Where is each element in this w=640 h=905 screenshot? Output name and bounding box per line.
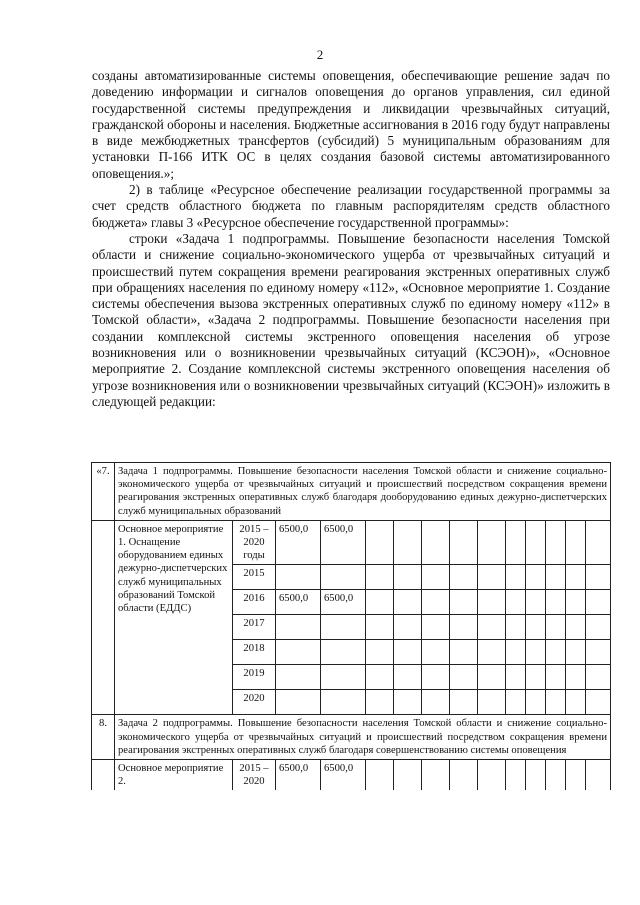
activity-2-row (92, 760, 611, 791)
regional-cell (321, 565, 366, 590)
year-cell: 2015 – 2020 годы (233, 520, 276, 565)
page-number: 2 (316, 47, 324, 62)
total-cell (276, 565, 321, 590)
total-cell (276, 665, 321, 690)
year-cell: 2020 (233, 690, 276, 715)
total-cell: 6500,0 (276, 760, 321, 791)
year-cell: 2017 (233, 615, 276, 640)
regional-cell (321, 615, 366, 640)
total-cell: 6500,0 (276, 590, 321, 615)
regional-cell: 6500,0 (321, 760, 366, 791)
regional-cell: 6500,0 (321, 520, 366, 565)
total-cell (276, 640, 321, 665)
task-1-row (92, 463, 611, 521)
regional-cell (321, 665, 366, 690)
total-cell (276, 615, 321, 640)
activity-1-row (92, 520, 611, 565)
total-cell: 6500,0 (276, 520, 321, 565)
total-cell (276, 690, 321, 715)
activity-2-number (92, 760, 115, 791)
paragraph-1: созданы автоматизированные системы оповещения, обеспечивающие решение задач по доведению информации и сигналов оповещения до органов управления, сил единой государственной системы предупреждения и ликвидации чрезвычайных ситуаций, гражданской обороны и населения. Бюджетные ассигнования в 2016 году будут направлены в виде межбюджетных трансфертов (субсидий) 5 муниципальным образованиям для установки П-166 ИТК ОС в целях создания базовой системы автоматизированного оповещения.»; (92, 68, 610, 181)
task-2-text: Задача 2 подпрограммы. Повышение безопасности населения Томской области и снижение социально-экономического ущерба от чрезвычайных ситуаций и происшествий посредством сокращения времени реагирования экстренных оперативных служб благодаря совершенствованию системы оповещения (115, 715, 611, 760)
year-cell: 2018 (233, 640, 276, 665)
year-cell: 2015 – 2020 (233, 760, 276, 791)
regional-cell: 6500,0 (321, 590, 366, 615)
regional-cell (321, 690, 366, 715)
activity-1-number (92, 520, 115, 715)
activity-1-name: Основное мероприятие 1. Оснащение оборудованием единых дежурно-диспетчерских служб муниципальных образований Томской области (ЕДДС) (115, 520, 233, 715)
task-2-row (92, 715, 611, 760)
activity-2-name: Основное мероприятие 2. (115, 760, 233, 791)
task-2-number: 8. (92, 715, 115, 760)
task-1-number: «7. (92, 463, 115, 521)
regional-cell (321, 640, 366, 665)
year-cell: 2019 (233, 665, 276, 690)
document-body (92, 68, 610, 410)
year-cell: 2016 (233, 590, 276, 615)
task-1-text: Задача 1 подпрограммы. Повышение безопасности населения Томской области и снижение социально-экономического ущерба от чрезвычайных ситуаций и происшествий посредством сокращения времени реагирования экстренных оперативных служб благодаря дооборудованию единых дежурно-диспетчерских служб муниципальных образований (115, 463, 611, 521)
year-cell: 2015 (233, 565, 276, 590)
paragraph-3: строки «Задача 1 подпрограммы. Повышение безопасности населения Томской области и снижение социально-экономического ущерба от чрезвычайных ситуаций и происшествий путем сокращения времени реагирования экстренных оперативных служб при обращениях населения по единому номеру «112», «Основное мероприятие 1. Создание системы обеспечения вызова экстренных оперативных служб по единому номеру «112» в Томской области», «Задача 2 подпрограммы. Повышение безопасности населения при создании комплексной системы экстренного оповещения населения об угрозе возникновения или о возникновении чрезвычайных ситуаций (КСЭОН)», «Основное мероприятие 2. Создание комплексной системы экстренного оповещения населения об угрозе возникновения или о возникновении чрезвычайных ситуаций (КСЭОН)» изложить в следующей редакции: (92, 230, 610, 409)
budget-table (91, 462, 611, 790)
paragraph-2: 2) в таблице «Ресурсное обеспечение реализации государственной программы за счет средств областного бюджета по главным распорядителям средств областного бюджета» главы 3 «Ресурсное обеспечение государственной программы»: (92, 182, 610, 230)
